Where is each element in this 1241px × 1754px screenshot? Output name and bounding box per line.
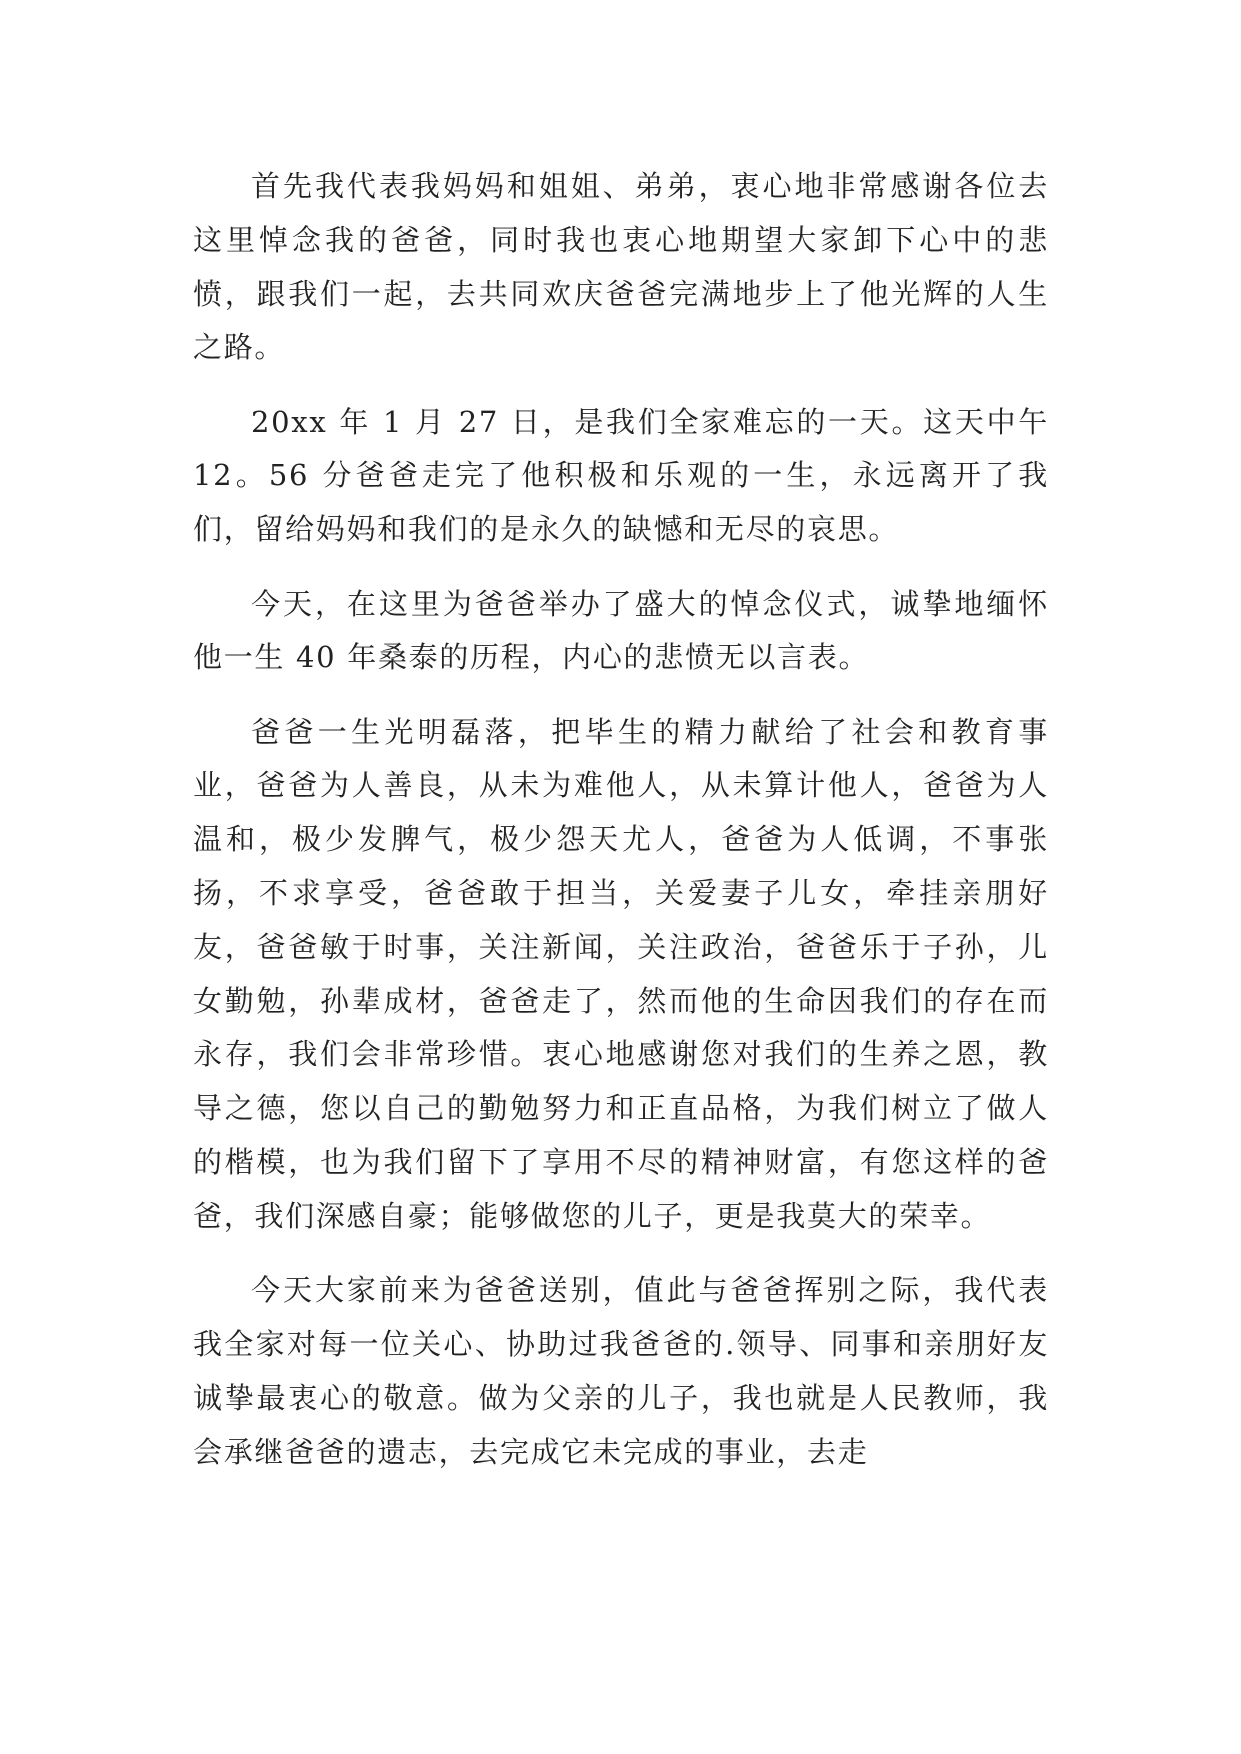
paragraph: 20xx 年 1 月 27 日，是我们全家难忘的一天。这天中午 12。56 分爸爸走完了他积极和乐观的一生，永远离开了我们，留给妈妈和我们的是永久的缺憾和无尽的哀思。 xyxy=(193,404,1049,547)
paragraph: 爸爸一生光明磊落，把毕生的精力献给了社会和教育事业，爸爸为人善良，从未为难他人，从未算计他人，爸爸为人温和，极少发脾气，极少怨天尤人，爸爸为人低调，不事张扬，不求享受，爸爸敢于担当，关爱妻子儿女，牵挂亲朋好友，爸爸敏于时事，关注新闻，关注政治，爸爸乐于子孙，儿女勤勉，孙辈成材，爸爸走了，然而他的生命因我们的存在而永存，我们会非常珍惜。衷心地感谢您对我们的生养之恩，教导之德，您以自己的勤勉努力和正直品格，为我们树立了做人的楷模，也为我们留下了享用不尽的精神财富，有您这样的爸爸，我们深感自豪；能够做您的儿子，更是我莫大的荣幸。 xyxy=(193,714,1049,1233)
paragraph: 今天，在这里为爸爸举办了盛大的悼念仪式，诚挚地缅怀他一生 40 年桑泰的历程，内心的悲愤无以言表。 xyxy=(193,586,1049,675)
paragraph: 今天大家前来为爸爸送别，值此与爸爸挥别之际，我代表我全家对每一位关心、协助过我爸爸的.领导、同事和亲朋好友诚挚最衷心的敬意。做为父亲的儿子，我也就是人民教师，我会承继爸爸的遗志，去完成它未完成的事业，去走 xyxy=(193,1273,1049,1469)
document-body xyxy=(193,160,1049,1500)
paragraph: 首先我代表我妈妈和姐姐、弟弟，衷心地非常感谢各位去这里悼念我的爸爸，同时我也衷心地期望大家卸下心中的悲愤，跟我们一起，去共同欢庆爸爸完满地步上了他光辉的人生之路。 xyxy=(193,169,1049,365)
